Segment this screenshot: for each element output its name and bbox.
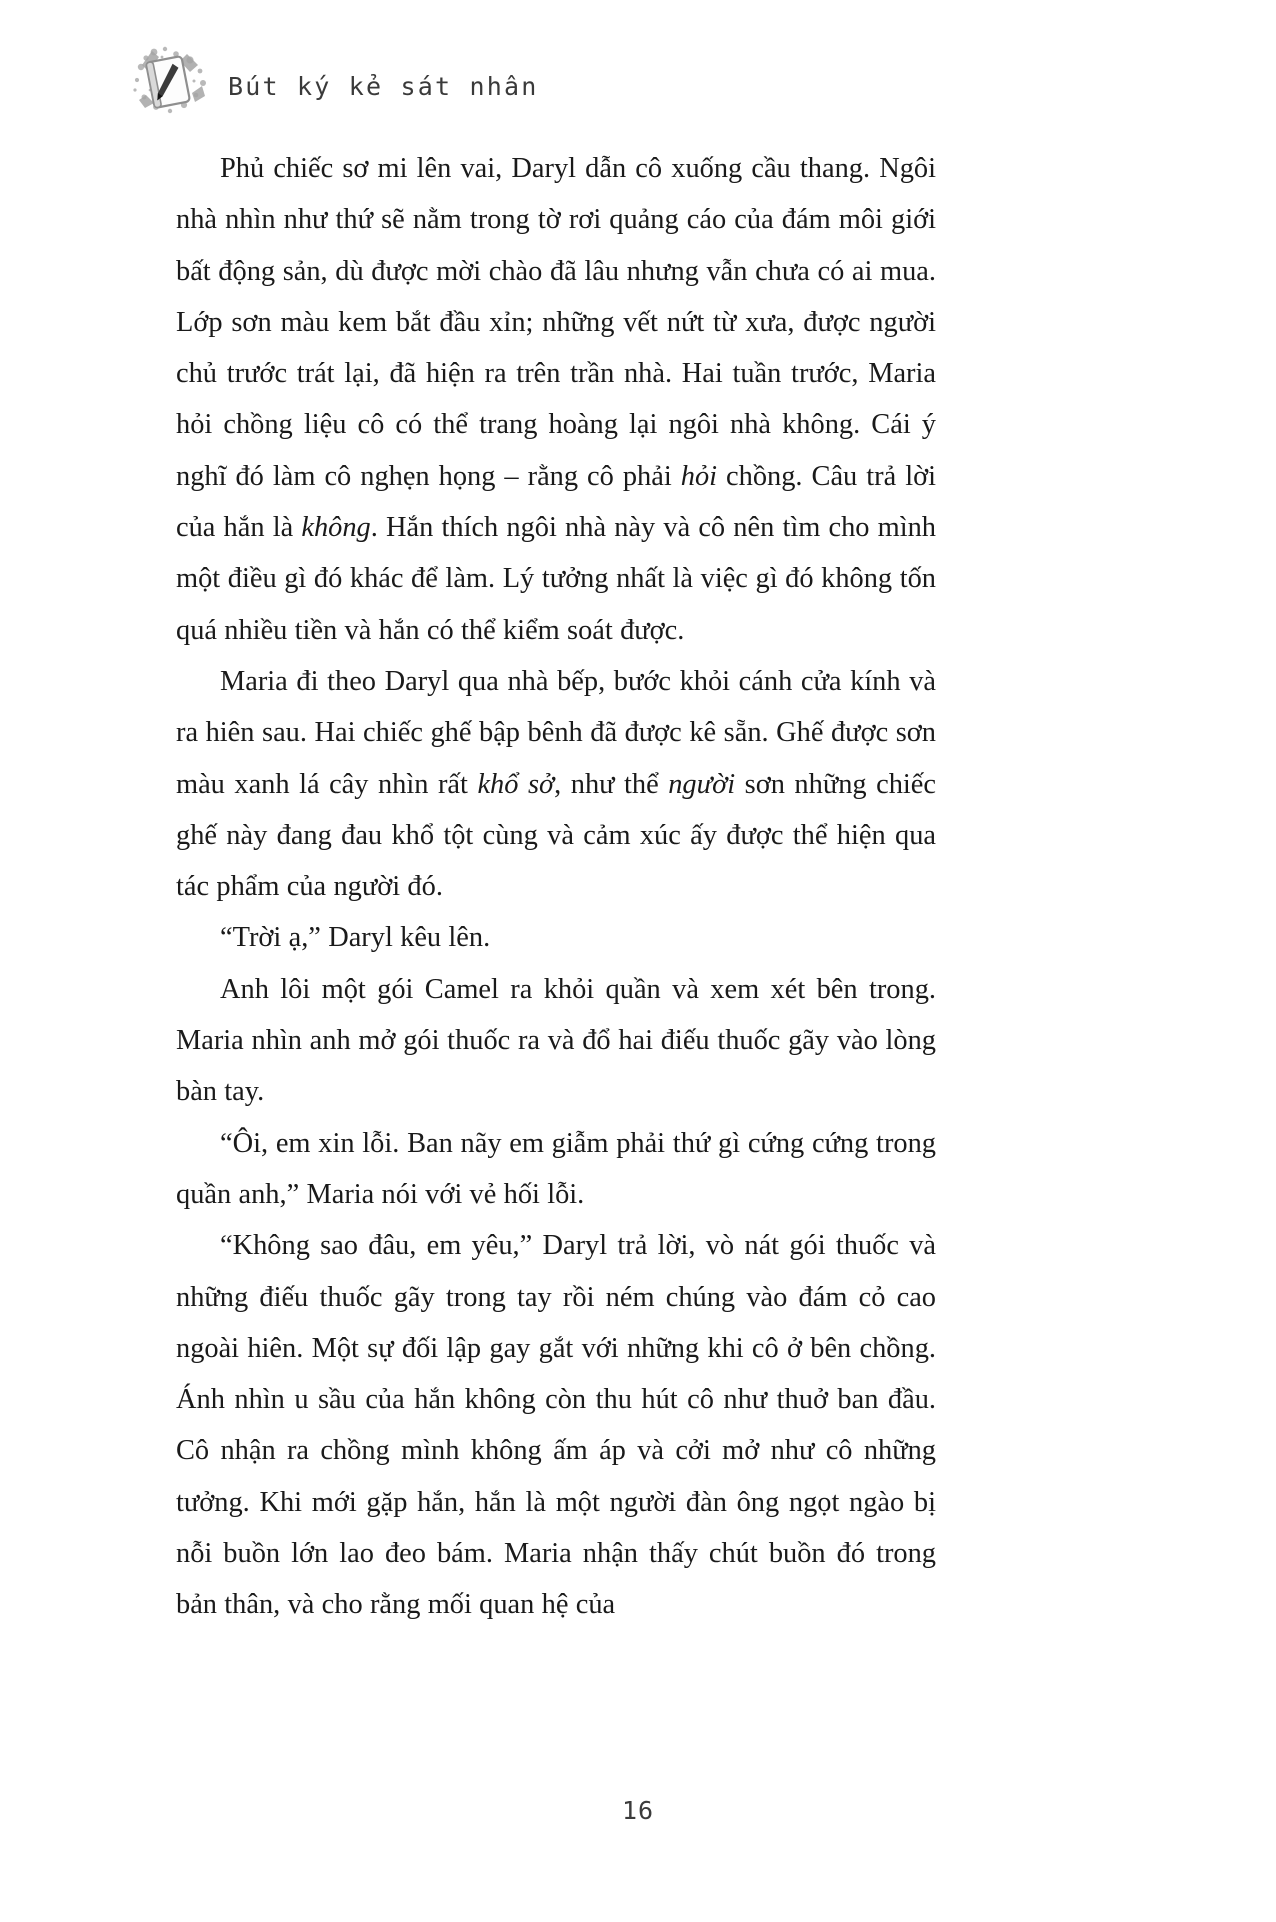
emphasis-text: không bbox=[301, 512, 371, 544]
emphasis-text: khổ sở bbox=[477, 768, 555, 800]
paragraph-para-6: “Không sao đâu, em yêu,” Daryl trả lời, vò nát gói thuốc và những điếu thuốc gãy trong tay rồi ném chúng vào đám cỏ cao ngoài hiên. Một sự đối lập gay gắt với những khi cô ở bên chồng. Ánh nhìn u sầu của hắn không còn thu hút cô như thuở ban đầu. Cô nhận ra chồng mình không ấm áp và cởi mở như cô những tưởng. Khi mới gặp hắn, hắn là một người đàn ông ngọt ngào bị nỗi buồn lớn lao đeo bám. Maria nhận thấy chút buồn đó trong bản thân, và cho rằng mối quan hệ của bbox=[176, 1230, 936, 1621]
running-header bbox=[132, 44, 1144, 118]
paragraph-para-1: Phủ chiếc sơ mi lên vai, Daryl dẫn cô xuống cầu thang. Ngôi nhà nhìn như thứ sẽ nằm trong tờ rơi quảng cáo của đám môi giới bất động sản, dù được mời chào đã lâu nhưng vẫn chưa có ai mua. Lớp sơn màu kem bắt đầu xỉn; những vết nứt từ xưa, được người chủ trước trát lại, đã hiện ra trên trần nhà. Hai tuần trước, Maria hỏi chồng liệu cô có thể trang hoàng lại ngôi nhà không. Cái ý nghĩ đó làm cô nghẹn họng – rằng cô phải hỏi chồng. Câu trả lời của hắn là không. Hắn thích ngôi nhà này và cô nên tìm cho mình một điều gì đó khác để làm. Lý tưởng nhất là việc gì đó không tốn quá nhiều tiền và hắn có thể kiểm soát được. bbox=[176, 153, 936, 646]
body-text-column bbox=[176, 143, 936, 1631]
running-head-title: Bút ký kẻ sát nhân bbox=[228, 71, 539, 101]
emphasis-text: hỏi bbox=[680, 460, 718, 492]
page-number: 16 bbox=[621, 1796, 655, 1825]
notebook-pen-ink-splatter-icon bbox=[132, 45, 210, 117]
emphasis-text: người bbox=[668, 768, 736, 800]
paragraph-para-5: “Ôi, em xin lỗi. Ban nãy em giẫm phải thứ gì cứng cứng trong quần anh,” Maria nói với vẻ hối lỗi. bbox=[176, 1127, 936, 1210]
paragraph-para-3: “Trời ạ,” Daryl kêu lên. bbox=[220, 922, 491, 954]
paragraph-para-4: Anh lôi một gói Camel ra khỏi quần và xem xét bên trong. Maria nhìn anh mở gói thuốc ra và đổ hai điếu thuốc gãy vào lòng bàn tay. bbox=[176, 973, 936, 1108]
paragraph-para-2: Maria đi theo Daryl qua nhà bếp, bước khỏi cánh cửa kính và ra hiên sau. Hai chiếc ghế bập bênh đã được kê sẵn. Ghế được sơn màu xanh lá cây nhìn rất khổ sở, như thể người sơn những chiếc ghế này đang đau khổ tột cùng và cảm xúc ấy được thể hiện qua tác phẩm của người đó. bbox=[176, 665, 936, 903]
